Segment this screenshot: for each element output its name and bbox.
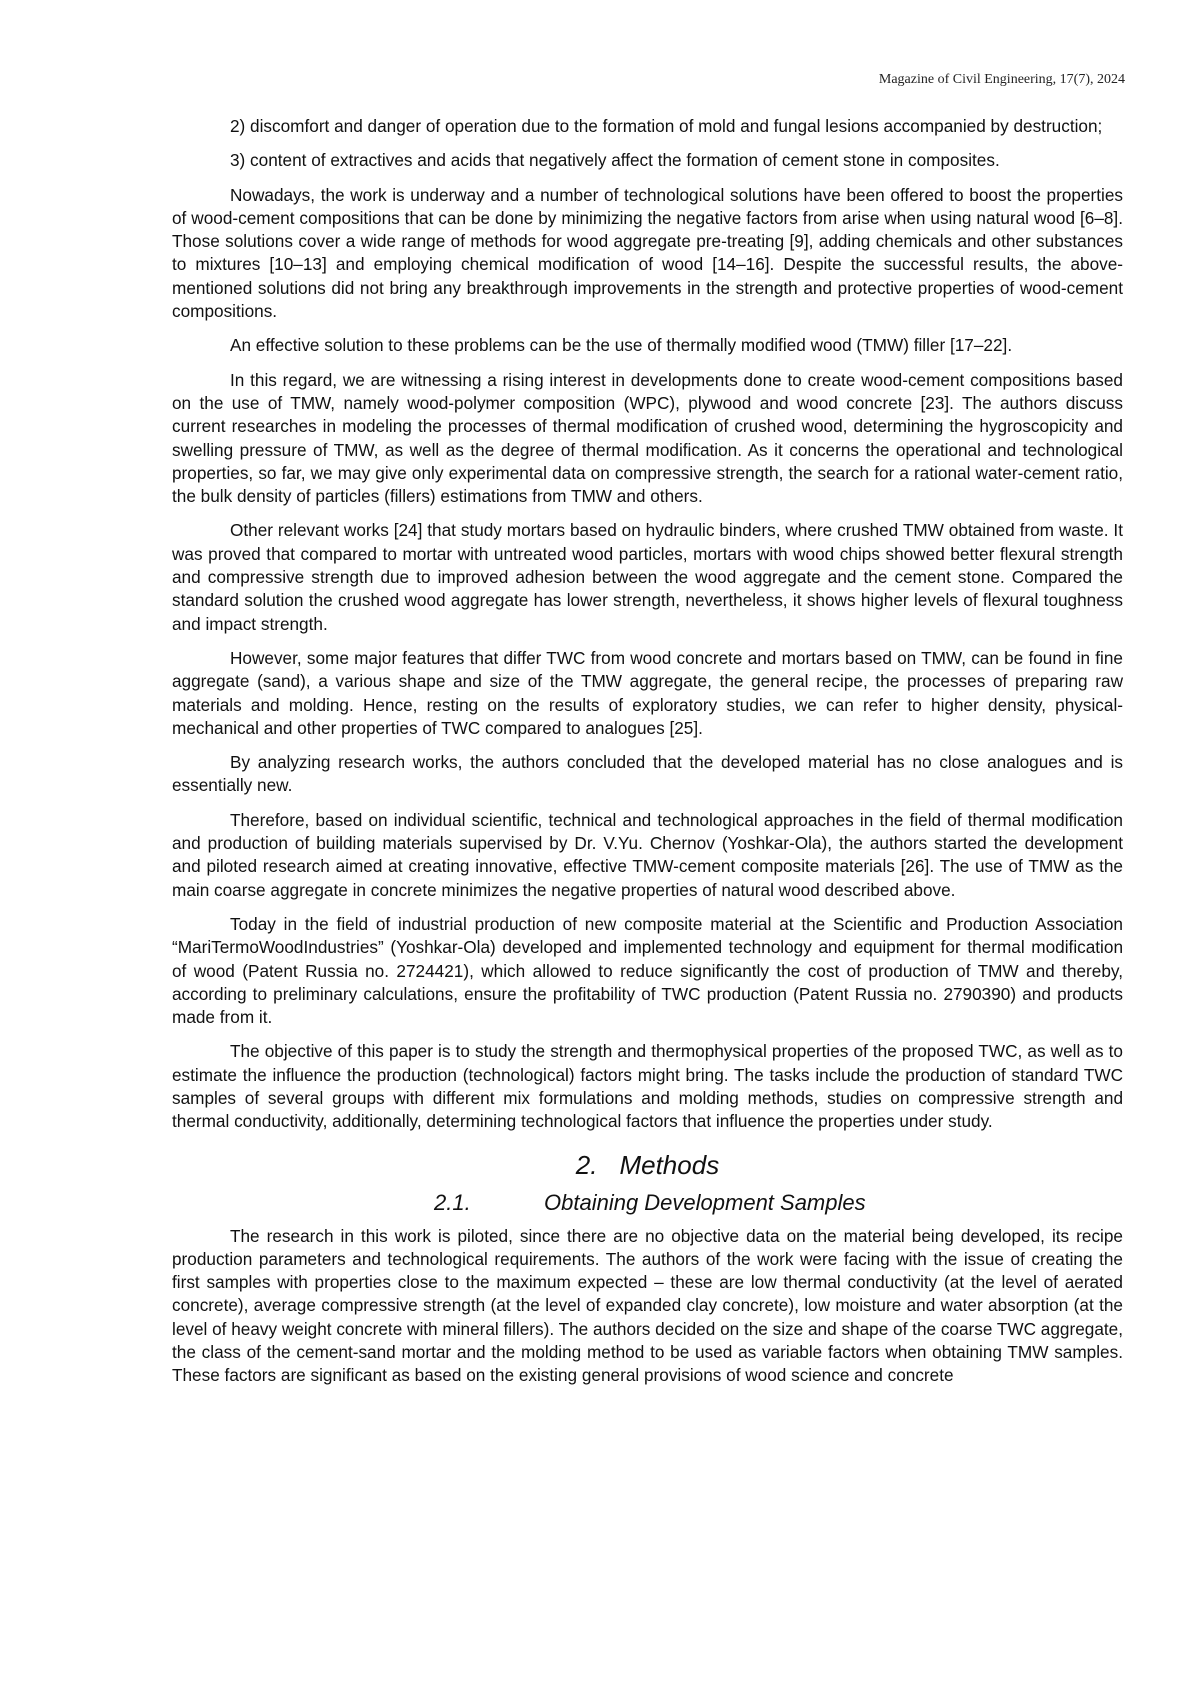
paragraph-nowadays: Nowadays, the work is underway and a number of technological solutions have been offered to boost the properties of wood-cement compositions that can be done by minimizing the negative factors from arise when using natural wood [6–8]. Those solutions cover a wide range of methods for wood aggregate pre-treating [9], adding chemicals and other substances to mixtures [10–13] and employing chemical modification of wood [14–16]. Despite the successful results, the above-mentioned solutions did not bring any breakthrough improvements in the strength and protective properties of wood-cement compositions.: [172, 184, 1123, 322]
paragraph-item-3: 3) content of extractives and acids that negatively affect the formation of cement stone in composites.: [230, 150, 1000, 171]
paragraph-objective: The objective of this paper is to study the strength and thermophysical properties of the proposed TWC, as well as to estimate the influence the production (technological) factors might bring. The tasks include the production of standard TWC samples of several groups with different mix formulations and molding methods, studies on compressive strength and thermal conductivity, additionally, determining technological factors that influence the properties under study.: [172, 1041, 1123, 1132]
body-text: [172, 115, 1123, 1388]
paragraph-today: Today in the field of industrial production of new composite material at the Scientific and Production Association “MariTermoWoodIndustries” (Yoshkar-Ola) developed and implemented technology and equipment for thermal modification of wood (Patent Russia no. 2724421), which allowed to reduce significantly the cost of production of TMW and thereby, according to preliminary calculations, ensure the profitability of TWC production (Patent Russia no. 2790390) and products made from it.: [172, 913, 1123, 1028]
journal-header: Magazine of Civil Engineering, 17(7), 2024: [878, 72, 1125, 87]
paragraph-however: However, some major features that differ TWC from wood concrete and mortars based on TMW, can be found in fine aggregate (sand), a various shape and size of the TMW aggregate, the general recipe, the processes of preparing raw materials and molding. Hence, resting on the results of exploratory studies, we can refer to higher density, physical-mechanical and other properties of TWC compared to analogues [25].: [172, 647, 1123, 738]
section-heading: [172, 1149, 1123, 1181]
subsection-number: 2.1.: [434, 1189, 471, 1215]
subsection-heading: [172, 1189, 1123, 1217]
section-number: 2.: [575, 1149, 598, 1180]
paragraph-therefore: Therefore, based on individual scientific, technical and technological approaches in the field of thermal modification and production of building materials supervised by Dr. V.Yu. Chernov (Yoshkar-Ola), the authors started the development and piloted research aimed at creating innovative, effective TMW-cement composite materials [26]. The use of TMW as the main coarse aggregate in concrete minimizes the negative properties of natural wood described above.: [172, 809, 1123, 900]
paragraph-research: The research in this work is piloted, since there are no objective data on the material being developed, its recipe production parameters and technological requirements. The authors of the work were facing with the issue of creating the first samples with properties close to the maximum expected – these are low thermal conductivity (at the level of aerated concrete), average compressive strength (at the level of expanded clay concrete), low moisture and water absorption (at the level of heavy weight concrete with mineral fillers). The authors decided on the size and shape of the coarse TWC aggregate, the class of the cement-sand mortar and the molding method to be used as variable factors when obtaining TMW samples. These factors are significant as based on the existing general provisions of wood science and concrete: [172, 1225, 1123, 1386]
paragraph-in-this-regard: In this regard, we are witnessing a rising interest in developments done to create wood-cement compositions based on the use of TMW, namely wood-polymer composition (WPC), plywood and wood concrete [23]. The authors discuss current researches in modeling the processes of thermal modification of crushed wood, determining the hygroscopicity and swelling pressure of TMW, as well as the degree of thermal modification. As it concerns the operational and technological properties, so far, we may give only experimental data on compressive strength, the search for a rational water-cement ratio, the bulk density of particles (fillers) estimations from TMW and others.: [172, 369, 1123, 507]
paragraph-by-analyzing: By analyzing research works, the authors concluded that the developed material has no close analogues and is essentially new.: [172, 752, 1123, 796]
paragraph-other-works: Other relevant works [24] that study mortars based on hydraulic binders, where crushed TMW obtained from waste. It was proved that compared to mortar with untreated wood particles, mortars with wood chips showed better flexural strength and compressive strength due to improved adhesion between the wood aggregate and the cement stone. Compared the standard solution the crushed wood aggregate has lower strength, nevertheless, it shows higher levels of flexural toughness and impact strength.: [172, 520, 1123, 634]
section-title: Methods: [619, 1149, 720, 1180]
paragraph-effective-solution: An effective solution to these problems can be the use of thermally modified wood (TMW) filler [17–22].: [230, 335, 1013, 356]
paragraph-item-2: 2) discomfort and danger of operation due to the formation of mold and fungal lesions accompanied by destruction;: [230, 116, 1103, 136]
subsection-title: Obtaining Development Samples: [544, 1189, 866, 1215]
